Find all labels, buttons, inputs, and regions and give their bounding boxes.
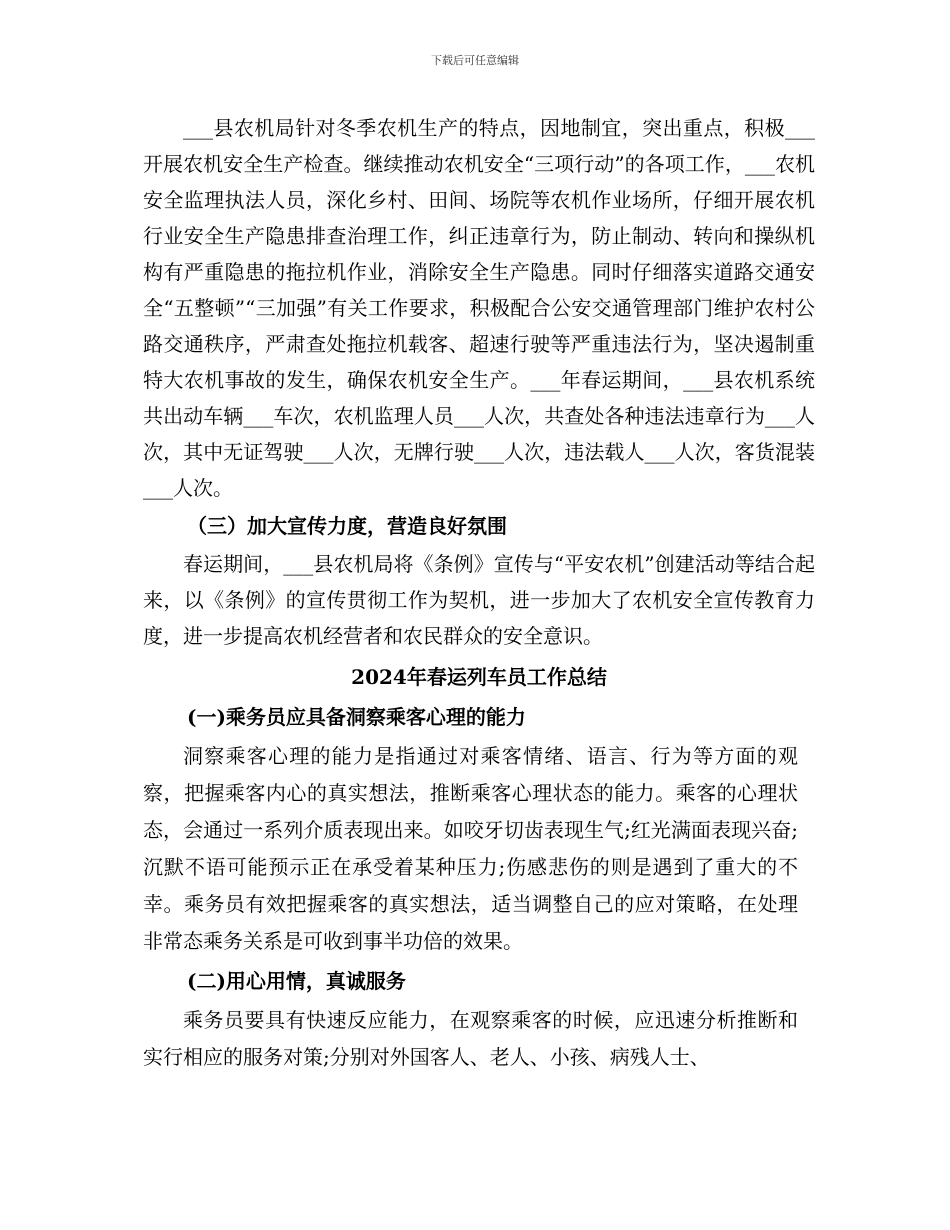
section-heading-publicity: （三）加大宣传力度，营造良好氛围 xyxy=(187,514,507,538)
paragraph-safety-inspection: ___县农机局针对冬季农机生产的特点，因地制宜，突出重点，积极___开展农机安全生产检查。继续推动农机安全“三项行动”的各项工作，___农机安全监理执法人员，深化乡村、田间、场院等农机作业场所，仔细开展农机行业安全生产隐患排查治理工作，纠正违章行为，防止制动、转向和操纵机构有严重隐患的拖拉机作业，消除安全生产隐患。同时仔细落实道路交通安全“五整顿”“三加强”有关工作要求，积极配合公安交通管理部门维护农村公路交通秩序，严肃查处拖拉机载客、超速行驶等严重违法行为，坚决遏制重特大农机事故的发生，确保农机安全生产。___年春运期间，___县农机系统共出动车辆___车次，农机监理人员___人次，共查处各种违法违章行为___人次，其中无证驾驶___人次，无牌行驶___人次，违法载人___人次，客货混装___人次。 xyxy=(143,116,815,500)
section-heading-service: (二)用心用情，真诚服务 xyxy=(187,969,406,993)
section-heading-insight: (一)乘务员应具备洞察乘客心理的能力 xyxy=(187,705,526,729)
paragraph-publicity: 春运期间，___县农机局将《条例》宣传与“平安农机”创建活动等结合起来，以《条例》的宣传贯彻工作为契机，进一步加大了农机安全宣传教育力度，进一步提高农机经营者和农民群众的安全意识。 xyxy=(143,552,815,648)
page-header: 下载后可任意编辑 xyxy=(431,54,519,67)
document-title: 2024年春运列车员工作总结 xyxy=(351,665,607,689)
paragraph-service: 乘务员要具有快速反应能力，在观察乘客的时候，应迅速分析推断和实行相应的服务对策;分别对外国客人、老人、小孩、病残人士、 xyxy=(143,1008,798,1069)
summary-section xyxy=(143,658,815,1076)
document-body xyxy=(143,110,815,1076)
paragraph-insight: 洞察乘客心理的能力是指通过对乘客情绪、语言、行为等方面的观察，把握乘客内心的真实想法，推断乘客心理状态的能力。乘客的心理状态，会通过一系列介质表现出来。如咬牙切齿表现生气;红光满面表现兴奋;沉默不语可能预示正在承受着某种压力;伤感悲伤的则是遇到了重大的不幸。乘务员有效把握乘客的真实想法，适当调整自己的应对策略，在处理非常态乘务关系是可收到事半功倍的效果。 xyxy=(143,744,798,953)
